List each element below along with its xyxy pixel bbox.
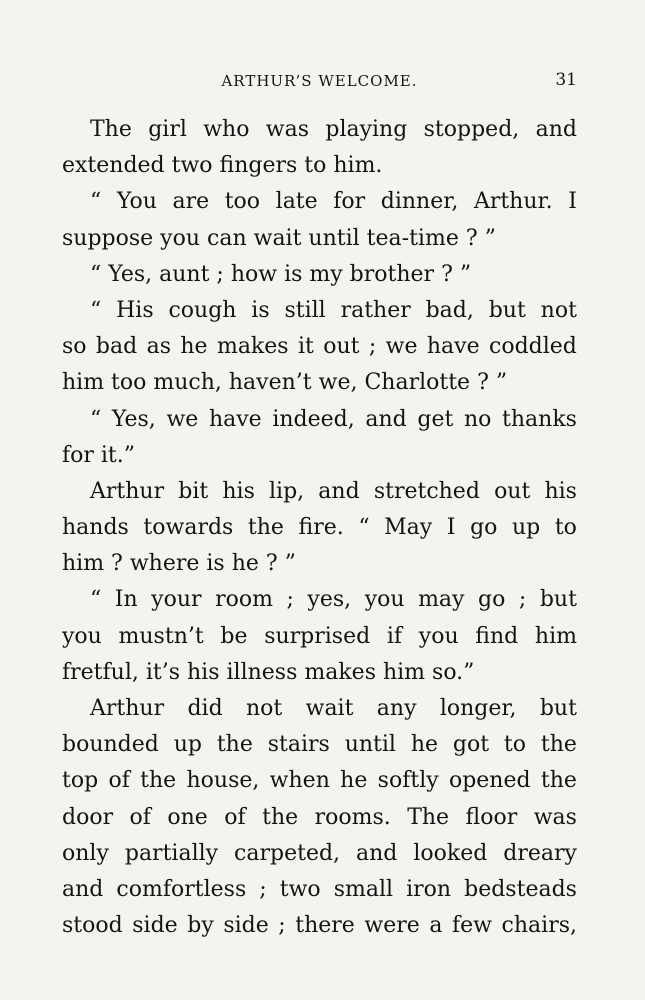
word: house, xyxy=(186,768,260,794)
word: and xyxy=(62,876,104,902)
word: he xyxy=(410,732,439,758)
text-line xyxy=(62,763,577,799)
word: partially xyxy=(124,840,219,866)
word: he xyxy=(340,768,368,794)
word: ; xyxy=(368,334,377,360)
word: Arthur xyxy=(90,696,165,721)
text-line: for it.” xyxy=(62,442,136,468)
running-title: ARTHUR’S WELCOME. xyxy=(221,72,418,90)
word: any xyxy=(376,696,417,721)
word: girl xyxy=(148,117,187,142)
word: wait xyxy=(305,696,354,721)
word: but xyxy=(488,297,526,323)
word: but xyxy=(539,587,577,613)
word: The xyxy=(407,804,450,830)
word: get xyxy=(417,406,454,432)
text-line xyxy=(62,908,577,944)
word: stood xyxy=(62,913,123,939)
word: stretched xyxy=(373,478,480,504)
word: you xyxy=(364,587,405,613)
text-line: “ Yes, aunt ; how is my brother ? ” xyxy=(90,261,472,287)
word: to xyxy=(554,515,577,541)
word: not xyxy=(540,297,577,323)
word: are xyxy=(172,189,210,215)
word: we xyxy=(385,334,418,360)
word: you xyxy=(418,623,459,649)
text-line: him ? where is he ? ” xyxy=(62,551,296,577)
word: for xyxy=(333,189,366,215)
word: “ xyxy=(90,297,102,323)
word: dreary xyxy=(503,840,577,866)
word: the xyxy=(247,515,284,541)
word: hands xyxy=(62,515,129,541)
word: and xyxy=(535,117,577,142)
word: floor xyxy=(465,804,518,830)
word: Arthur. xyxy=(473,189,553,215)
word: yes, xyxy=(307,587,352,613)
word: rather xyxy=(340,297,411,323)
word: few xyxy=(452,913,492,939)
word: comfortless xyxy=(116,876,247,902)
word: His xyxy=(116,297,154,323)
word: got xyxy=(452,732,490,758)
word: small xyxy=(333,876,394,902)
text-line xyxy=(62,619,577,655)
word: is xyxy=(251,297,270,323)
word: mustn’t xyxy=(118,623,204,649)
word: rooms. xyxy=(314,804,391,830)
text-line: suppose you can wait until tea-time ? ” xyxy=(62,225,496,251)
text-line xyxy=(62,510,577,546)
word: looked xyxy=(413,840,488,866)
word: out xyxy=(323,334,360,360)
word: no xyxy=(463,406,492,432)
word: may xyxy=(418,587,465,613)
word: “ xyxy=(358,515,370,541)
word: ; xyxy=(278,913,286,939)
word: softly xyxy=(377,768,439,794)
text-line xyxy=(62,691,577,727)
word: carpeted, xyxy=(234,840,341,866)
word: You xyxy=(116,189,157,215)
word: we xyxy=(166,406,199,432)
text-line xyxy=(62,329,577,365)
word: as xyxy=(146,334,171,360)
word: and xyxy=(318,478,360,504)
word: two xyxy=(279,876,321,902)
word: up xyxy=(511,515,541,541)
word: bad, xyxy=(425,297,474,323)
word: find xyxy=(475,623,519,649)
word: side xyxy=(132,913,178,939)
word: a xyxy=(429,913,443,939)
word: the xyxy=(140,768,177,794)
word: were xyxy=(364,913,420,939)
word: dinner, xyxy=(380,189,459,215)
word: I xyxy=(446,515,456,541)
word: by xyxy=(187,913,214,939)
word: surprised xyxy=(264,623,371,649)
word: I xyxy=(568,189,577,215)
word: him xyxy=(534,623,577,649)
word: door xyxy=(62,804,114,830)
word: late xyxy=(275,189,318,215)
word: ; xyxy=(286,587,294,613)
body-text xyxy=(62,112,577,944)
word: you xyxy=(62,623,102,649)
word: still xyxy=(284,297,326,323)
word: bad xyxy=(95,334,138,360)
word: lip, xyxy=(269,478,305,504)
word: Arthur xyxy=(90,478,165,504)
word: playing xyxy=(325,117,408,142)
word: to xyxy=(503,732,526,758)
word: was xyxy=(265,117,310,142)
text-line: him too much, haven’t we, Charlotte ? ” xyxy=(62,370,508,396)
word: top xyxy=(62,768,99,794)
word: of xyxy=(108,768,130,794)
word: the xyxy=(216,732,253,758)
word: the xyxy=(540,768,577,794)
word: ; xyxy=(518,587,527,613)
word: one xyxy=(167,804,208,830)
word: there xyxy=(295,913,355,939)
text-line xyxy=(62,184,577,220)
text-line xyxy=(62,402,577,438)
word: May xyxy=(384,515,433,541)
word: the xyxy=(262,804,299,830)
word: too xyxy=(224,189,261,215)
word: be xyxy=(220,623,248,649)
word: so xyxy=(62,334,87,360)
word: indeed, xyxy=(272,406,355,432)
word: only xyxy=(62,840,109,866)
word: of xyxy=(224,804,246,830)
text-line xyxy=(62,293,577,329)
word: if xyxy=(386,623,403,649)
word: room xyxy=(215,587,273,613)
word: “ xyxy=(90,406,102,432)
text-line xyxy=(62,112,577,148)
word: bedsteads xyxy=(464,876,577,902)
word: he xyxy=(180,334,208,360)
word: and xyxy=(365,406,407,432)
word: chairs, xyxy=(501,913,577,939)
word: when xyxy=(269,768,330,794)
word: have xyxy=(426,334,480,360)
word: was xyxy=(533,804,577,830)
page-number: 31 xyxy=(555,70,577,90)
word: until xyxy=(344,732,396,758)
word: fire. xyxy=(298,515,344,541)
text-line xyxy=(62,727,577,763)
text-line: extended two fingers to him. xyxy=(62,153,383,179)
word: go xyxy=(478,587,506,613)
text-line xyxy=(62,474,577,510)
word: side xyxy=(223,913,269,939)
word: thanks xyxy=(502,406,577,432)
word: and xyxy=(356,840,398,866)
word: stairs xyxy=(267,732,330,758)
word: bit xyxy=(178,478,209,504)
word: the xyxy=(540,732,577,758)
word: his xyxy=(544,478,577,504)
word: it xyxy=(297,334,314,360)
word: opened xyxy=(448,768,531,794)
text-line xyxy=(62,836,577,872)
word: makes xyxy=(216,334,289,360)
word: go xyxy=(470,515,498,541)
word: longer, xyxy=(439,696,517,721)
word: his xyxy=(222,478,255,504)
text-line xyxy=(62,872,577,908)
word: bounded xyxy=(62,732,159,758)
page-header xyxy=(62,72,577,96)
word: your xyxy=(151,587,202,613)
word: In xyxy=(114,587,138,613)
word: stopped, xyxy=(423,117,520,142)
word: ; xyxy=(259,876,267,902)
word: did xyxy=(187,696,223,721)
word: who xyxy=(203,117,250,142)
word: cough xyxy=(168,297,237,323)
word: iron xyxy=(406,876,452,902)
word: Yes, xyxy=(111,406,156,432)
text-line xyxy=(62,582,577,618)
word: of xyxy=(129,804,151,830)
word: “ xyxy=(90,189,102,215)
word: coddled xyxy=(489,334,577,360)
word: The xyxy=(90,117,132,142)
word: but xyxy=(539,696,577,721)
text-line xyxy=(62,800,577,836)
word: “ xyxy=(90,587,102,613)
text-line: fretful, it’s his illness makes him so.” xyxy=(62,659,475,685)
word: towards xyxy=(143,515,234,541)
word: up xyxy=(173,732,202,758)
word: out xyxy=(494,478,531,504)
word: have xyxy=(208,406,262,432)
word: not xyxy=(246,696,283,721)
